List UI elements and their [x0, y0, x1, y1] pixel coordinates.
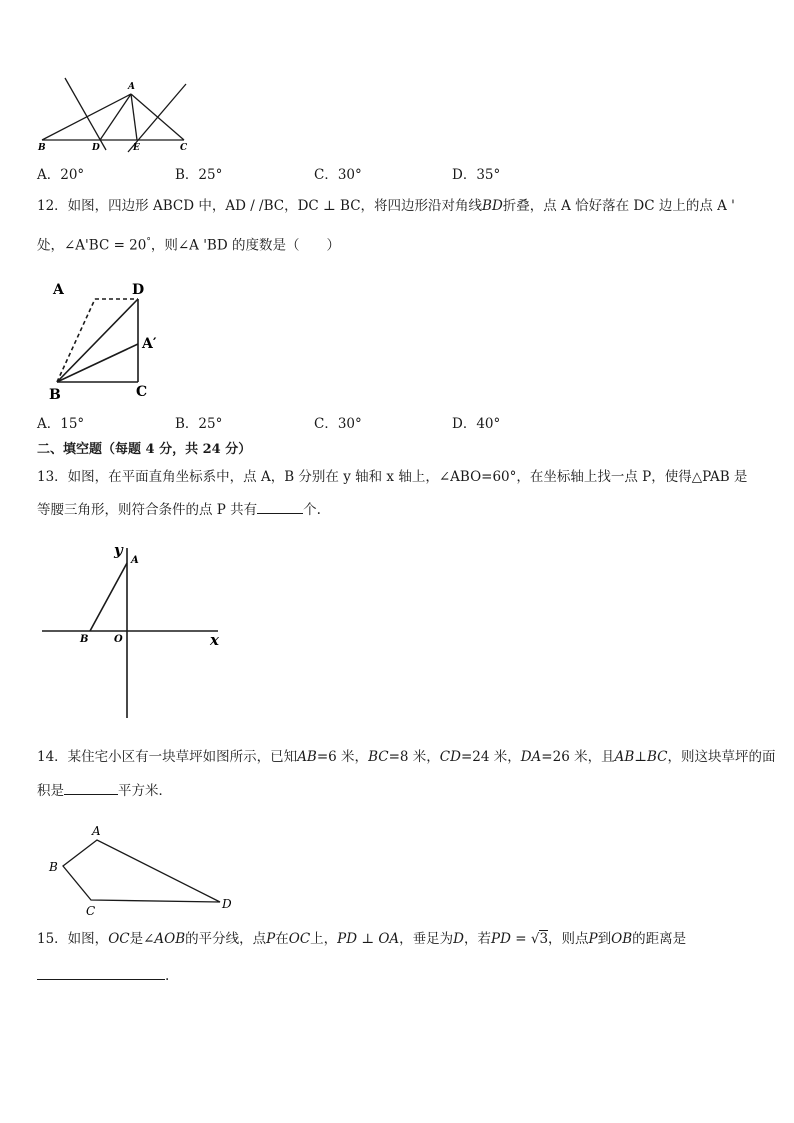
q13-label-y: y [114, 541, 123, 559]
q12-label-a-prime: A′ [142, 336, 157, 352]
q11-label-d: D [92, 143, 100, 153]
q14-label-b: B [49, 860, 58, 874]
q11-label-b: B [38, 143, 46, 153]
q12-label-d: D [132, 282, 145, 298]
q14-label-d: D [222, 897, 232, 911]
q11-label-a: A [128, 82, 135, 92]
q11-option-a[interactable]: A．20° [37, 167, 85, 183]
q14-answer-blank[interactable] [64, 781, 118, 795]
q13-label-a: A [131, 555, 139, 566]
q14-figure [45, 822, 245, 920]
q12-option-b[interactable]: B．25° [175, 416, 223, 432]
q13-answer-blank[interactable] [257, 500, 303, 514]
q12-label-a: A [53, 282, 64, 298]
q14-question-line2: 积是 平方米． [37, 783, 172, 799]
section-title: 二、填空题（每题 4 分，共 24 分） [37, 442, 252, 457]
q12-figure [45, 278, 165, 403]
q12-question-line1: 12．如图，四边形 ABCD 中，AD / /BC，DC ⊥ BC，将四边形沿对角线BD折叠，点 A 恰好落在 DC 边上的点 A ' [37, 198, 735, 214]
q14-label-a: A [92, 824, 101, 838]
q11-label-c: C [180, 143, 188, 153]
q15-question-line1: 15．如图，OC是∠AOB的平分线，点P在OC上，PD ⊥ OA，垂足为D，若PD = √3，则点P到OB的距离是 [37, 931, 687, 947]
q13-label-b: B [80, 634, 89, 645]
q11-option-d[interactable]: D．35° [452, 167, 501, 183]
q15-question-line2: . [37, 966, 169, 984]
q11-option-c[interactable]: C．30° [314, 167, 362, 183]
q12-options [37, 416, 737, 432]
q12-option-c[interactable]: C．30° [314, 416, 362, 432]
q12-question-line2: 处，∠A'BC = 20°，则∠A 'BD 的度数是（ ） [37, 237, 340, 254]
q12-label-b: B [49, 387, 61, 403]
q15-answer-blank[interactable] [37, 966, 165, 980]
q11-option-b[interactable]: B．25° [175, 167, 223, 183]
q12-label-c: C [136, 384, 148, 400]
q13-question-line1: 13．如图，在平面直角坐标系中，点 A，B 分别在 y 轴和 x 轴上，∠ABO=60°，在坐标轴上找一点 P，使得△PAB 是 [37, 469, 748, 485]
sqrt-symbol: √ [530, 931, 540, 947]
q14-label-c: C [86, 904, 96, 918]
q13-label-x: x [210, 631, 219, 649]
q12-option-a[interactable]: A．15° [37, 416, 85, 432]
q11-label-e: E [133, 143, 140, 153]
q12-option-d[interactable]: D．40° [452, 416, 501, 432]
q11-options [37, 167, 737, 183]
q14-question-line1: 14．某住宅小区有一块草坪如图所示，已知AB=6 米，BC=8 米，CD=24 米，DA=26 米，且AB⊥BC，则这块草坪的面 [37, 749, 776, 765]
q13-question-line2: 等腰三角形，则符合条件的点 P 共有 个. [37, 502, 321, 518]
q13-label-o: O [114, 634, 123, 645]
q11-figure [30, 76, 200, 156]
q13-figure [40, 538, 230, 720]
